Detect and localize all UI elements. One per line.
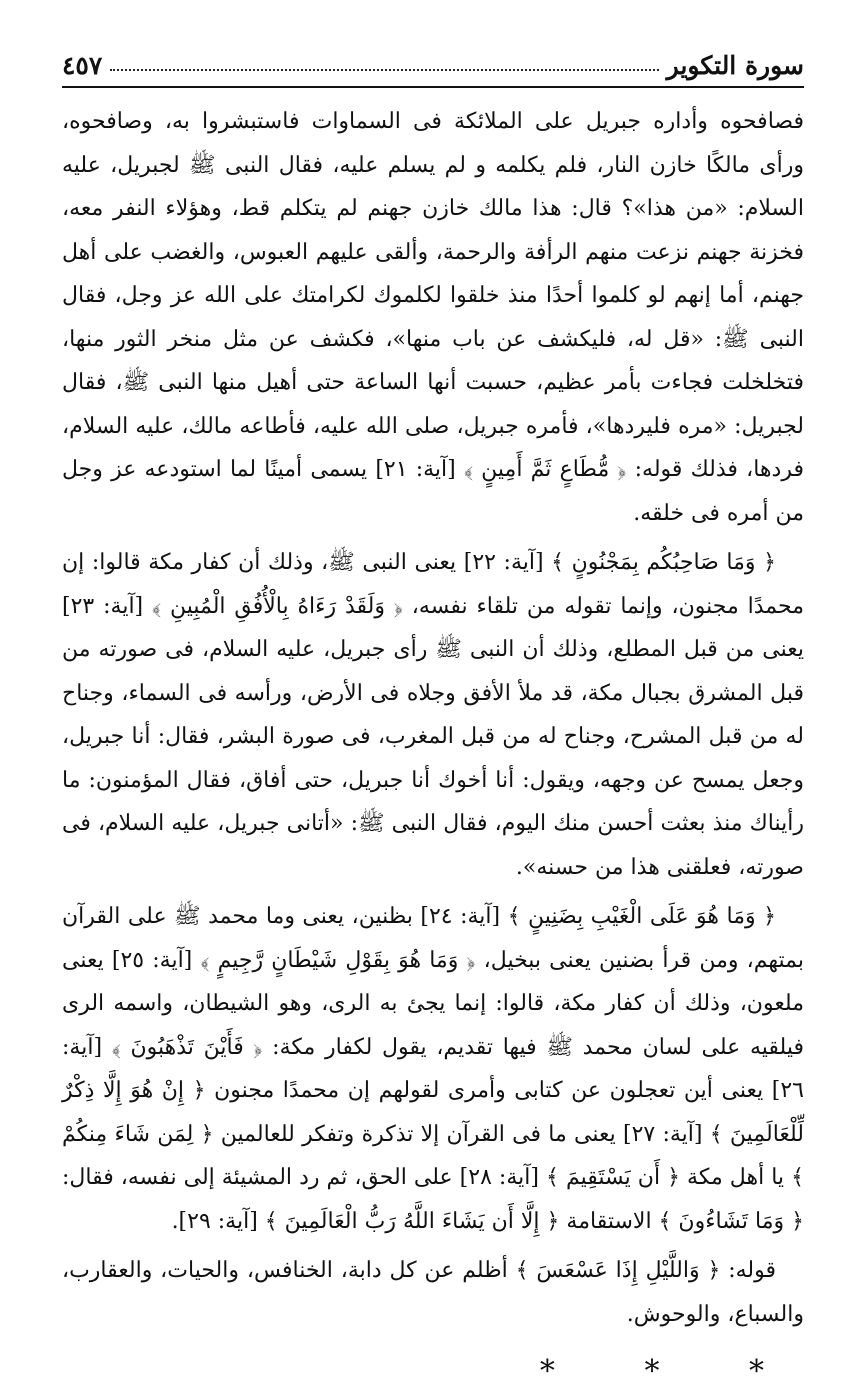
paragraph-1: فصافحوه وأداره جبريل على الملائكة فى السماوات فاستبشروا به، وصافحوه، ورأى مالكًا خازن النار، فلم يكلمه و لم يسلم عليه، فقال النبى ﷺ لجبريل، عليه السلام: «من هذا»؟ قال: هذا مالك خازن جهنم لم يتكلم قط، وهؤلاء النفر معه، فخزنة جهنم نزعت منهم الرأفة والرحمة، وألقى عليهم العبوس، والغضب على أهل جهنم، أما إنهم لو كلموا أحدًا منذ خلقوا لكلموك لكرامتك على الله عز وجل، فقال النبى ﷺ: «قل له، فليكشف عن باب منها»، فكشف عن مثل منخر الثور منها، فتخلخلت فجاءت بأمر عظيم، حسبت أنها الساعة حتى أهيل منها النبى ﷺ، فقال لجبريل: «مره فليردها»، فأمره جبريل، صلى الله عليه، فأطاعه مالك، عليه السلام، فردها، فذلك قوله: ﴿ مُّطَاعٍ ثَمَّ أَمِينٍ ﴾ [آية: ٢١] يسمى أمينًا لما استودعه عز وجل من أمره فى خلقه. bbox=[62, 109, 804, 526]
section-separator: * * * bbox=[539, 1354, 804, 1389]
paragraph-2: ﴿ وَمَا صَاحِبُكُم بِمَجْنُونٍ ﴾ [آية: ٢٢] يعنى النبى ﷺ، وذلك أن كفار مكة قالوا: إن محمدًا مجنون، وإنما تقوله من تلقاء نفسه، ﴿ وَلَقَدْ رَءَاهُ بِالْأُفُقِ الْمُبِينِ ﴾ [آية: ٢٣] يعنى من قبل المطلع، وذلك أن النبى ﷺ رأى جبريل، عليه السلام، فى صورته من قبل المشرق بجبال مكة، قد ملأ الأفق وجلاه فى الأرض، ورأسه فى السماء، وجناح له من قبل المشرح، وجناح له من قبل المغرب، فى صورة البشر، فقال: أنا جبريل، وجعل يمسح عن وجهه، ويقول: أنا أخوك أنا جبريل، حتى أفاق، فقال المؤمنون: ما رأيناك منذ بعثت أحسن منك اليوم، فقال النبى ﷺ: «أتانى جبريل، عليه السلام، فى صورته، فعلقنى هذا من حسنه». bbox=[62, 550, 804, 880]
paragraph-4: قوله: ﴿ وَاللَّيْلِ إِذَا عَسْعَسَ ﴾ أظلم عن كل دابة، الخنافس، والحيات، والعقارب، والسباع، والوحوش. bbox=[62, 1258, 804, 1327]
page-header bbox=[62, 40, 804, 88]
paragraph-3: ﴿ وَمَا هُوَ عَلَى الْغَيْبِ بِضَنِينٍ ﴾ [آية: ٢٤] بظنين، يعنى وما محمد ﷺ على القرآن بمتهم، ومن قرأ بضنين يعنى ببخيل، ﴿ وَمَا هُوَ بِقَوْلِ شَيْطَانٍ رَّجِيمٍ ﴾ [آية: ٢٥] يعنى ملعون، وذلك أن كفار مكة، قالوا: إنما يجئ به الرى، وهو الشيطان، واسمه الرى فيلقيه على لسان محمد ﷺ فيها تقديم، يقول لكفار مكة: ﴿ فَأَيْنَ تَذْهَبُونَ ﴾ [آية: ٢٦] يعنى أين تعجلون عن كتابى وأمرى لقولهم إن محمدًا مجنون ﴿ إِنْ هُوَ إِلَّا ذِكْرٌ لِّلْعَالَمِينَ ﴾ [آية: ٢٧] يعنى ما فى القرآن إلا تذكرة وتفكر للعالمين ﴿ لِمَن شَاءَ مِنكُمْ ﴾ يا أهل مكة ﴿ أَن يَسْتَقِيمَ ﴾ [آية: ٢٨] على الحق، ثم رد المشيئة إلى نفسه، فقال: ﴿ وَمَا تَشَاءُونَ ﴾ الاستقامة ﴿ إِلَّا أَن يَشَاءَ اللَّهُ رَبُّ الْعَالَمِينَ ﴾ [آية: ٢٩]. bbox=[62, 904, 804, 1234]
page-number: ٤٥٧ bbox=[62, 51, 103, 80]
header-leader-dots bbox=[110, 68, 658, 71]
book-page bbox=[62, 40, 804, 1389]
page-body bbox=[62, 100, 804, 1389]
surah-title: سورة التكوير bbox=[666, 51, 804, 80]
